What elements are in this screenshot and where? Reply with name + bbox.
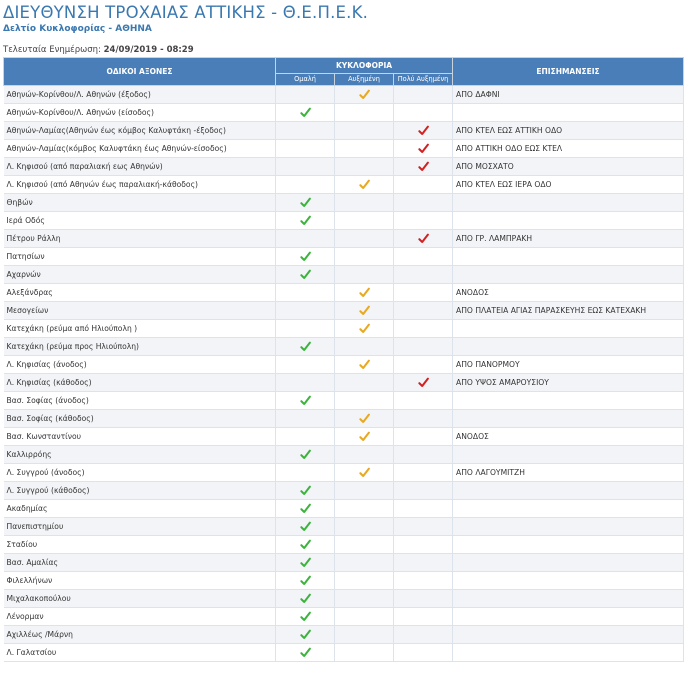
- table-row: [4, 320, 684, 338]
- status-cell-normal: [276, 302, 335, 320]
- road-name: Θηβών: [4, 194, 276, 212]
- status-cell-normal: [276, 176, 335, 194]
- table-row: [4, 446, 684, 464]
- status-cell-very-increased: [394, 554, 453, 572]
- road-name: Βασ. Σοφίας (κάθοδος): [4, 410, 276, 428]
- status-cell-increased: [335, 572, 394, 590]
- status-cell-increased: [335, 536, 394, 554]
- note-text: ΑΠΟ ΠΛΑΤΕΙΑ ΑΓΙΑΣ ΠΑΡΑΣΚΕΥΗΣ ΕΩΣ ΚΑΤΕΧΑΚΗ: [453, 302, 684, 320]
- status-cell-increased: [335, 590, 394, 608]
- page-title: ΔΙΕΥΘΥΝΣΗ ΤΡΟΧΑΙΑΣ ΑΤΤΙΚΗΣ - Θ.Ε.Π.Ε.Κ.: [3, 3, 369, 22]
- road-name: Αθηνών-Κορίνθου/Λ. Αθηνών (έξοδος): [4, 86, 276, 104]
- note-text: ΑΠΟ ΔΑΦΝΙ: [453, 86, 684, 104]
- status-cell-very-increased: [394, 446, 453, 464]
- status-cell-very-increased: [394, 194, 453, 212]
- table-row: [4, 86, 684, 104]
- note-text: ΑΠΟ ΜΟΣΧΑΤΟ: [453, 158, 684, 176]
- status-cell-very-increased: [394, 122, 453, 140]
- table-row: [4, 356, 684, 374]
- table-row: [4, 374, 684, 392]
- note-text: ΑΝΟΔΟΣ: [453, 284, 684, 302]
- road-name: Λ. Συγγρού (άνοδος): [4, 464, 276, 482]
- check-orange-icon: [359, 359, 370, 370]
- table-row: [4, 518, 684, 536]
- table-row: [4, 500, 684, 518]
- status-cell-normal: [276, 518, 335, 536]
- status-cell-normal: [276, 644, 335, 662]
- header-very-increased: Πολύ Αυξημένη: [394, 73, 453, 85]
- status-cell-normal: [276, 338, 335, 356]
- status-cell-very-increased: [394, 608, 453, 626]
- note-text: [453, 320, 684, 338]
- status-cell-very-increased: [394, 158, 453, 176]
- status-cell-increased: [335, 518, 394, 536]
- road-name: Αθηνών-Λαμίας(Αθηνών έως κόμβος Καλυφτάκη -έξοδος): [4, 122, 276, 140]
- status-cell-increased: [335, 554, 394, 572]
- check-green-icon: [300, 251, 311, 262]
- check-green-icon: [300, 575, 311, 586]
- status-cell-increased: [335, 320, 394, 338]
- last-update-value: 24/09/2019 - 08:29: [103, 45, 194, 55]
- road-name: Πανεπιστημίου: [4, 518, 276, 536]
- status-cell-increased: [335, 608, 394, 626]
- table-row: [4, 104, 684, 122]
- note-text: [453, 572, 684, 590]
- check-green-icon: [300, 341, 311, 352]
- status-cell-increased: [335, 122, 394, 140]
- status-cell-very-increased: [394, 212, 453, 230]
- note-text: ΑΠΟ ΓΡ. ΛΑΜΠΡΑΚΗ: [453, 230, 684, 248]
- status-cell-normal: [276, 608, 335, 626]
- road-name: Φιλελλήνων: [4, 572, 276, 590]
- status-cell-increased: [335, 626, 394, 644]
- status-cell-increased: [335, 230, 394, 248]
- table-row: [4, 302, 684, 320]
- check-orange-icon: [359, 467, 370, 478]
- check-green-icon: [300, 215, 311, 226]
- check-orange-icon: [359, 305, 370, 316]
- status-cell-increased: [335, 104, 394, 122]
- road-name: Πέτρου Ράλλη: [4, 230, 276, 248]
- check-green-icon: [300, 503, 311, 514]
- check-orange-icon: [359, 431, 370, 442]
- status-cell-increased: [335, 158, 394, 176]
- road-name: Ακαδημίας: [4, 500, 276, 518]
- status-cell-normal: [276, 482, 335, 500]
- table-row: [4, 140, 684, 158]
- note-text: [453, 608, 684, 626]
- status-cell-normal: [276, 86, 335, 104]
- check-green-icon: [300, 647, 311, 658]
- check-red-icon: [418, 377, 429, 388]
- road-name: Μιχαλακοπούλου: [4, 590, 276, 608]
- road-name: Αχαρνών: [4, 266, 276, 284]
- note-text: ΑΠΟ ΚΤΕΛ ΕΩΣ ΑΤΤΙΚΗ ΟΔΟ: [453, 122, 684, 140]
- table-row: [4, 122, 684, 140]
- road-name: Πατησίων: [4, 248, 276, 266]
- status-cell-very-increased: [394, 500, 453, 518]
- status-cell-increased: [335, 176, 394, 194]
- status-cell-increased: [335, 482, 394, 500]
- note-text: [453, 338, 684, 356]
- status-cell-normal: [276, 374, 335, 392]
- status-cell-normal: [276, 284, 335, 302]
- status-cell-normal: [276, 446, 335, 464]
- table-row: [4, 248, 684, 266]
- check-orange-icon: [359, 179, 370, 190]
- check-red-icon: [418, 161, 429, 172]
- road-name: Λένορμαν: [4, 608, 276, 626]
- status-cell-very-increased: [394, 230, 453, 248]
- status-cell-normal: [276, 140, 335, 158]
- status-cell-very-increased: [394, 302, 453, 320]
- status-cell-increased: [335, 284, 394, 302]
- table-row: [4, 212, 684, 230]
- status-cell-normal: [276, 554, 335, 572]
- road-name: Αλεξάνδρας: [4, 284, 276, 302]
- status-cell-normal: [276, 194, 335, 212]
- status-cell-very-increased: [394, 140, 453, 158]
- last-update: [3, 45, 194, 55]
- check-green-icon: [300, 539, 311, 550]
- check-green-icon: [300, 629, 311, 640]
- road-name: Λ. Γαλατσίου: [4, 644, 276, 662]
- note-text: [453, 590, 684, 608]
- table-row: [4, 338, 684, 356]
- road-name: Κατεχάκη (ρεύμα προς Ηλιούπολη): [4, 338, 276, 356]
- note-text: [453, 410, 684, 428]
- status-cell-normal: [276, 626, 335, 644]
- header-traffic: ΚΥΚΛΟΦΟΡΙΑ: [276, 58, 453, 74]
- note-text: [453, 392, 684, 410]
- status-cell-increased: [335, 338, 394, 356]
- status-cell-increased: [335, 428, 394, 446]
- status-cell-very-increased: [394, 86, 453, 104]
- check-green-icon: [300, 197, 311, 208]
- status-cell-normal: [276, 104, 335, 122]
- status-cell-very-increased: [394, 518, 453, 536]
- status-cell-normal: [276, 536, 335, 554]
- table-row: [4, 608, 684, 626]
- status-cell-very-increased: [394, 104, 453, 122]
- status-cell-normal: [276, 410, 335, 428]
- note-text: [453, 626, 684, 644]
- road-name: Αχιλλέως /Μάρνη: [4, 626, 276, 644]
- note-text: ΑΠΟ ΛΑΓΟΥΜΙΤΖΗ: [453, 464, 684, 482]
- note-text: [453, 536, 684, 554]
- status-cell-normal: [276, 248, 335, 266]
- status-cell-very-increased: [394, 428, 453, 446]
- table-row: [4, 230, 684, 248]
- table-row: [4, 158, 684, 176]
- road-name: Λ. Κηφισίας (κάθοδος): [4, 374, 276, 392]
- table-row: [4, 464, 684, 482]
- road-name: Βασ. Αμαλίας: [4, 554, 276, 572]
- road-name: Αθηνών-Κορίνθου/Λ. Αθηνών (είσοδος): [4, 104, 276, 122]
- note-text: ΑΠΟ ΑΤΤΙΚΗ ΟΔΟ ΕΩΣ ΚΤΕΛ: [453, 140, 684, 158]
- status-cell-increased: [335, 248, 394, 266]
- header-notes: ΕΠΙΣΗΜΑΝΣΕΙΣ: [453, 58, 684, 86]
- table-row: [4, 284, 684, 302]
- status-cell-increased: [335, 500, 394, 518]
- note-text: [453, 212, 684, 230]
- table-row: [4, 554, 684, 572]
- road-name: Ιερά Οδός: [4, 212, 276, 230]
- road-name: Καλλιρρόης: [4, 446, 276, 464]
- status-cell-increased: [335, 302, 394, 320]
- status-cell-very-increased: [394, 176, 453, 194]
- status-cell-normal: [276, 590, 335, 608]
- road-name: Βασ. Κωνσταντίνου: [4, 428, 276, 446]
- traffic-table: [3, 57, 684, 662]
- check-green-icon: [300, 557, 311, 568]
- note-text: [453, 500, 684, 518]
- check-orange-icon: [359, 287, 370, 298]
- status-cell-very-increased: [394, 338, 453, 356]
- check-green-icon: [300, 449, 311, 460]
- note-text: [453, 644, 684, 662]
- status-cell-normal: [276, 392, 335, 410]
- note-text: [453, 104, 684, 122]
- status-cell-very-increased: [394, 248, 453, 266]
- status-cell-very-increased: [394, 374, 453, 392]
- road-name: Αθηνών-Λαμίας(κόμβος Καλυφτάκη έως Αθηνών-είσοδος): [4, 140, 276, 158]
- header-increased: Αυξημένη: [335, 73, 394, 85]
- check-orange-icon: [359, 323, 370, 334]
- status-cell-very-increased: [394, 266, 453, 284]
- table-row: [4, 536, 684, 554]
- status-cell-normal: [276, 266, 335, 284]
- note-text: ΑΠΟ ΥΨΟΣ ΑΜΑΡΟΥΣΙΟΥ: [453, 374, 684, 392]
- status-cell-very-increased: [394, 644, 453, 662]
- status-cell-normal: [276, 158, 335, 176]
- table-row: [4, 392, 684, 410]
- status-cell-increased: [335, 644, 394, 662]
- table-row: [4, 410, 684, 428]
- road-name: Μεσογείων: [4, 302, 276, 320]
- note-text: ΑΝΟΔΟΣ: [453, 428, 684, 446]
- status-cell-increased: [335, 266, 394, 284]
- traffic-rows: [4, 86, 684, 662]
- note-text: [453, 518, 684, 536]
- last-update-label: Τελευταία Ενημέρωση:: [3, 45, 101, 55]
- check-green-icon: [300, 269, 311, 280]
- table-row: [4, 482, 684, 500]
- table-row: [4, 176, 684, 194]
- note-text: [453, 266, 684, 284]
- status-cell-very-increased: [394, 284, 453, 302]
- status-cell-increased: [335, 410, 394, 428]
- status-cell-increased: [335, 86, 394, 104]
- status-cell-normal: [276, 122, 335, 140]
- status-cell-increased: [335, 446, 394, 464]
- check-red-icon: [418, 143, 429, 154]
- status-cell-very-increased: [394, 482, 453, 500]
- road-name: Κατεχάκη (ρεύμα από Ηλιούπολη ): [4, 320, 276, 338]
- note-text: [453, 554, 684, 572]
- status-cell-very-increased: [394, 626, 453, 644]
- status-cell-very-increased: [394, 536, 453, 554]
- note-text: [453, 194, 684, 212]
- road-name: Λ. Κηφισού (από παραλιακή εως Αθηνών): [4, 158, 276, 176]
- status-cell-increased: [335, 140, 394, 158]
- check-red-icon: [418, 233, 429, 244]
- page-subtitle: Δελτίο Κυκλοφορίας - ΑΘΗΝΑ: [3, 24, 152, 34]
- note-text: [453, 248, 684, 266]
- check-orange-icon: [359, 89, 370, 100]
- status-cell-very-increased: [394, 572, 453, 590]
- status-cell-normal: [276, 464, 335, 482]
- status-cell-normal: [276, 212, 335, 230]
- road-name: Λ. Κηφισού (από Αθηνών έως παραλιακή-κάθοδος): [4, 176, 276, 194]
- road-name: Λ. Συγγρού (κάθοδος): [4, 482, 276, 500]
- note-text: [453, 446, 684, 464]
- status-cell-very-increased: [394, 320, 453, 338]
- check-green-icon: [300, 521, 311, 532]
- status-cell-increased: [335, 212, 394, 230]
- road-name: Λ. Κηφισίας (άνοδος): [4, 356, 276, 374]
- check-green-icon: [300, 107, 311, 118]
- status-cell-very-increased: [394, 356, 453, 374]
- status-cell-normal: [276, 230, 335, 248]
- table-row: [4, 194, 684, 212]
- status-cell-very-increased: [394, 410, 453, 428]
- header-roads: ΟΔΙΚΟΙ ΑΞΟΝΕΣ: [4, 58, 276, 86]
- road-name: Βασ. Σοφίας (άνοδος): [4, 392, 276, 410]
- status-cell-increased: [335, 356, 394, 374]
- status-cell-increased: [335, 194, 394, 212]
- table-row: [4, 626, 684, 644]
- status-cell-very-increased: [394, 464, 453, 482]
- status-cell-very-increased: [394, 590, 453, 608]
- status-cell-normal: [276, 320, 335, 338]
- note-text: ΑΠΟ ΚΤΕΛ ΕΩΣ ΙΕΡΑ ΟΔΟ: [453, 176, 684, 194]
- status-cell-increased: [335, 464, 394, 482]
- check-orange-icon: [359, 413, 370, 424]
- check-green-icon: [300, 485, 311, 496]
- note-text: [453, 482, 684, 500]
- note-text: ΑΠΟ ΠΑΝΟΡΜΟΥ: [453, 356, 684, 374]
- status-cell-normal: [276, 500, 335, 518]
- table-row: [4, 266, 684, 284]
- status-cell-normal: [276, 356, 335, 374]
- check-green-icon: [300, 395, 311, 406]
- check-green-icon: [300, 611, 311, 622]
- road-name: Σταδίου: [4, 536, 276, 554]
- table-row: [4, 572, 684, 590]
- status-cell-normal: [276, 572, 335, 590]
- check-red-icon: [418, 125, 429, 136]
- header-normal: Ομαλή: [276, 73, 335, 85]
- status-cell-normal: [276, 428, 335, 446]
- status-cell-increased: [335, 374, 394, 392]
- table-row: [4, 428, 684, 446]
- check-green-icon: [300, 593, 311, 604]
- status-cell-very-increased: [394, 392, 453, 410]
- table-row: [4, 644, 684, 662]
- table-row: [4, 590, 684, 608]
- status-cell-increased: [335, 392, 394, 410]
